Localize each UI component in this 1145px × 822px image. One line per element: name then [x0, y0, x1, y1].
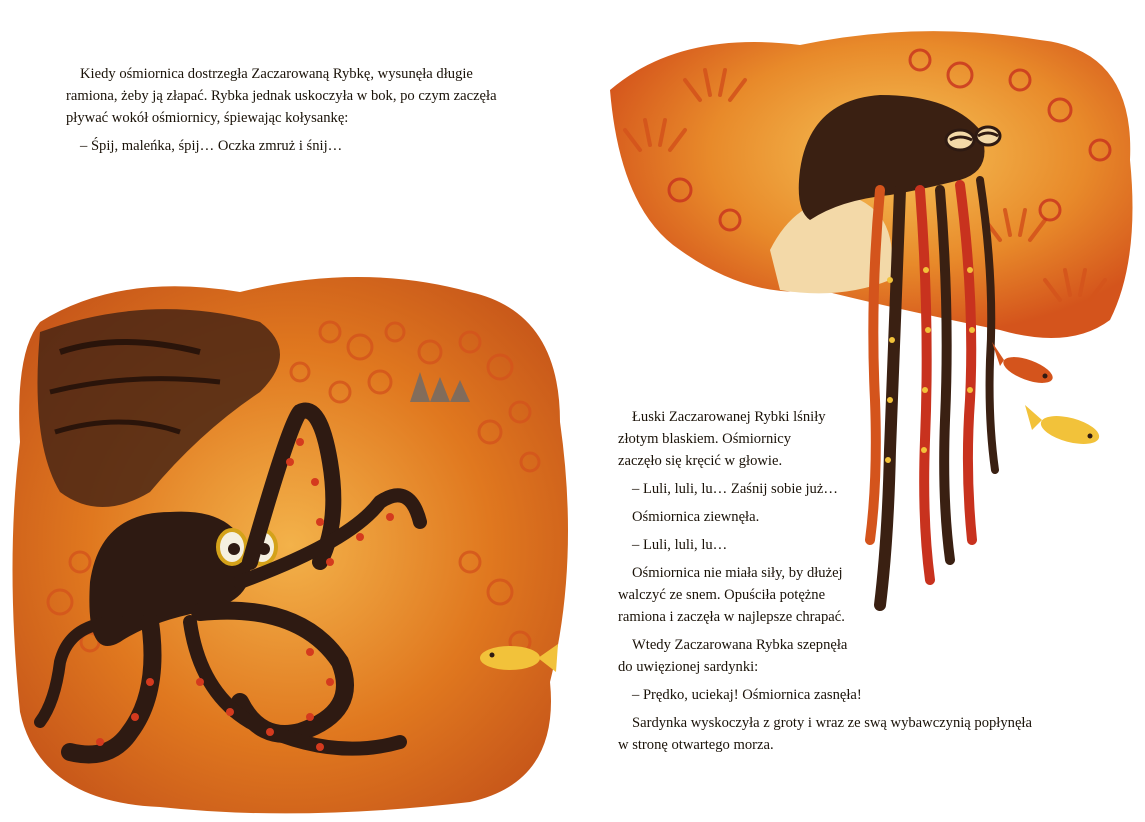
text-line: Kiedy ośmiornica dostrzegła Zaczarowaną Rybkę, wysunęła długie: [80, 66, 473, 82]
right-page-text: [618, 406, 1078, 762]
right-paragraph-2: – Luli, luli, lu… Zaśnij sobie już…: [632, 481, 838, 497]
right-paragraph-3: Ośmiornica ziewnęła.: [632, 509, 760, 525]
right-paragraph-5: [618, 562, 1078, 628]
right-paragraph-1: [618, 406, 1078, 472]
text-line: do uwięzionej sardynki:: [618, 659, 759, 675]
text-line: Wtedy Zaczarowana Rybka szepnęła: [632, 637, 848, 653]
left-paragraph-2: – Śpij, maleńka, śpij… Oczka zmruż i śnij…: [80, 138, 343, 154]
octopus-grotto-illustration: [0, 262, 585, 822]
right-paragraph-6: [618, 634, 1078, 678]
text-line: w stronę otwartego morza.: [618, 737, 774, 753]
right-paragraph-8: [618, 712, 1078, 756]
text-line: walczyć ze snem. Opuściła potężne: [618, 587, 826, 603]
red-fish-icon: [992, 342, 1056, 388]
text-line: zaczęło się kręcić w głowie.: [618, 453, 783, 469]
right-paragraph-4: – Luli, luli, lu…: [632, 537, 728, 553]
text-line: złotym blaskiem. Ośmiornicy: [618, 431, 792, 447]
text-line: Ośmiornica nie miała siły, by dłużej: [632, 565, 843, 581]
text-line: ramiona, żeby ją złapać. Rybka jednak uskoczyła w bok, po czym zaczęła: [66, 88, 497, 104]
text-line: pływać wokół ośmiornicy, śpiewając kołysankę:: [66, 110, 349, 126]
left-paragraph-1: [66, 63, 506, 129]
octopus-grotto-picture: [0, 262, 585, 822]
left-page-text: [66, 63, 506, 163]
text-line: Sardynka wyskoczyła z groty i wraz ze swą wybawczynią popłynęła: [632, 715, 1032, 731]
text-line: ramiona i zaczęła w najlepsze chrapać.: [618, 609, 845, 625]
text-line: Łuski Zaczarowanej Rybki lśniły: [632, 409, 826, 425]
right-paragraph-7: – Prędko, uciekaj! Ośmiornica zasnęła!: [632, 687, 862, 703]
